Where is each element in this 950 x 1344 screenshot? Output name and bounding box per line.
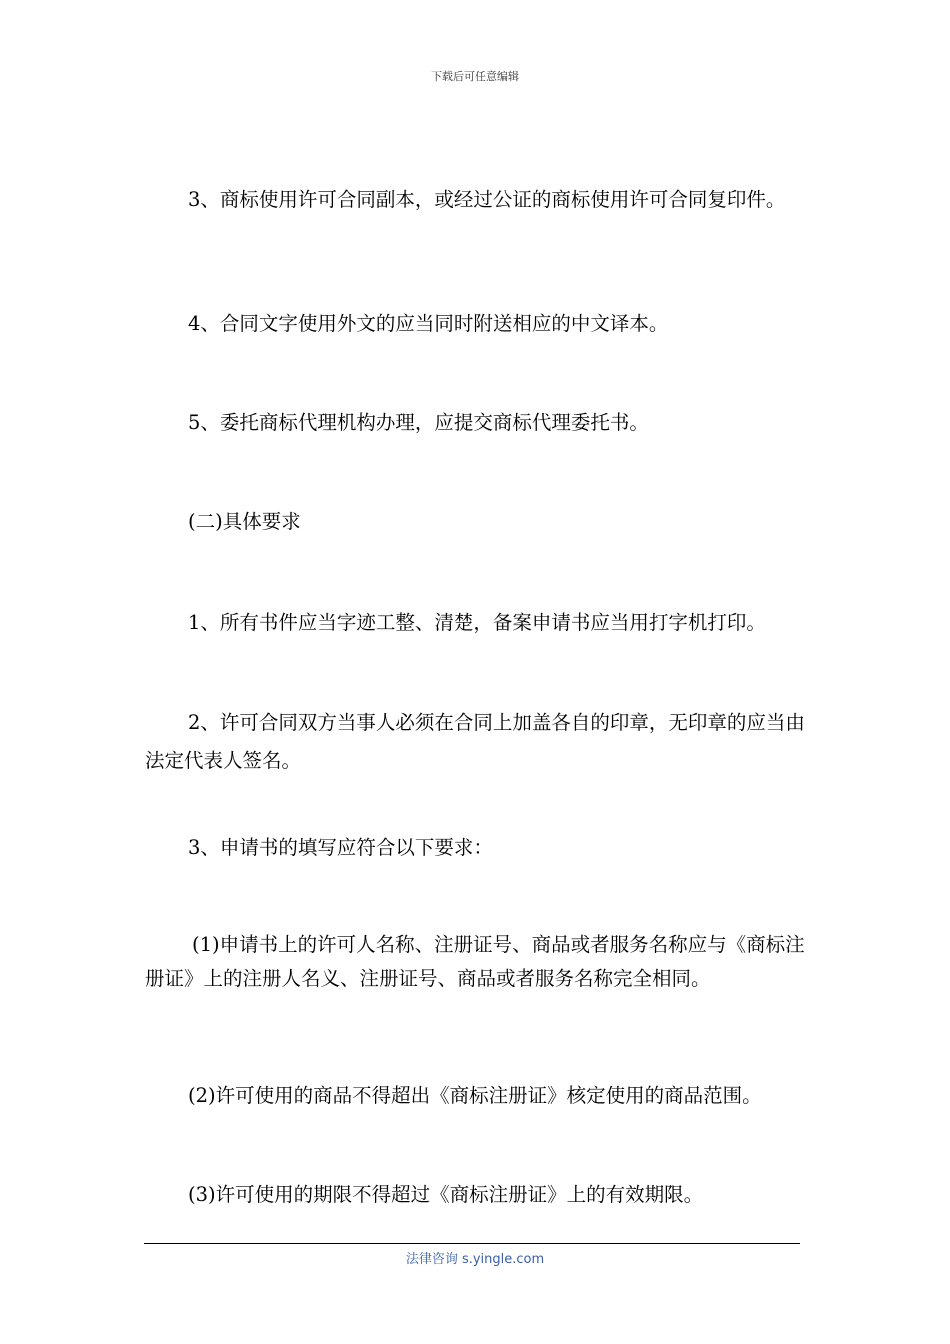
paragraph-sub-3-term: (3)许可使用的期限不得超过《商标注册证》上的有效期限。 bbox=[188, 1183, 704, 1206]
section-heading-specific-requirements: (二)具体要求 bbox=[188, 510, 301, 533]
paragraph-sub-2-goods-scope: (2)许可使用的商品不得超出《商标注册证》核定使用的商品范围。 bbox=[188, 1084, 762, 1107]
paragraph-item-4-translation: 4、合同文字使用外文的应当同时附送相应的中文译本。 bbox=[188, 312, 669, 335]
footer-link[interactable]: 法律咨询 s.yingle.com bbox=[405, 1252, 545, 1267]
paragraph-item-5-agency: 5、委托商标代理机构办理，应提交商标代理委托书。 bbox=[188, 411, 649, 434]
paragraph-req-1-legibility: 1、所有书件应当字迹工整、清楚，备案申请书应当用打字机打印。 bbox=[188, 611, 766, 634]
paragraph-item-3-contract-copy: 3、商标使用许可合同副本，或经过公证的商标使用许可合同复印件。 bbox=[188, 188, 786, 211]
page-header-note: 下载后可任意编辑 bbox=[431, 70, 519, 83]
paragraph-sub-1-names: (1)申请书上的许可人名称、注册证号、商品或者服务名称应与《商标注册证》上的注册人名义、注册证号、商品或者服务名称完全相同。 bbox=[145, 933, 805, 990]
paragraph-req-2-seal: 2、许可合同双方当事人必须在合同上加盖各自的印章，无印章的应当由法定代表人签名。 bbox=[145, 711, 805, 772]
footer-divider bbox=[144, 1243, 800, 1244]
paragraph-req-3-form: 3、申请书的填写应符合以下要求： bbox=[188, 836, 493, 859]
